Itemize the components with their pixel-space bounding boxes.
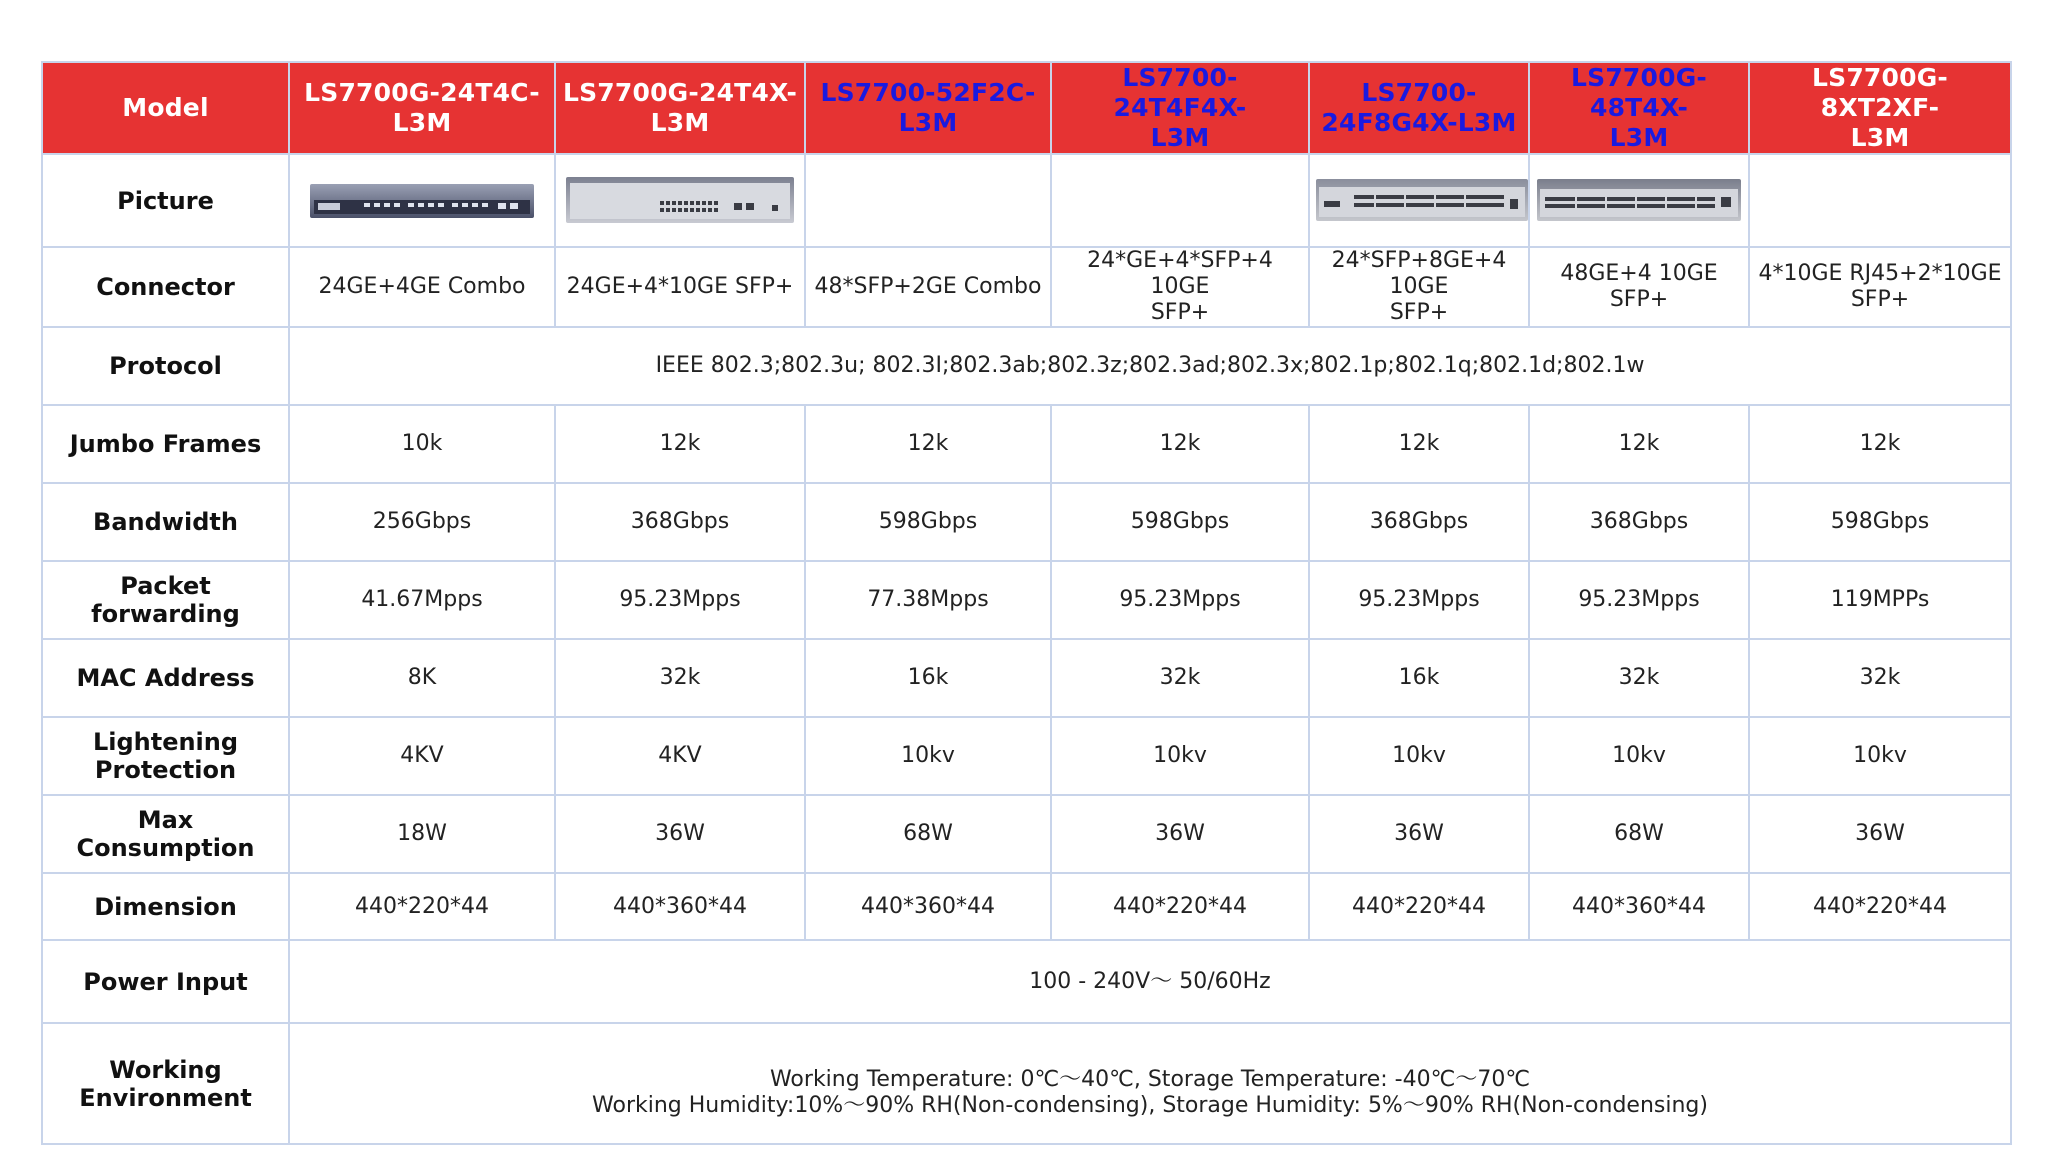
dimension-cell: 440*360*44: [805, 873, 1051, 940]
jumbo-cell: 10k: [289, 405, 555, 483]
model-header: LS7700G-48T4X- L3M: [1529, 62, 1749, 154]
lightning-cell: 10kv: [805, 717, 1051, 795]
model-header: LS7700-52F2C- L3M: [805, 62, 1051, 154]
model-header: LS7700G-24T4C- L3M: [289, 62, 555, 154]
connector-cell: 24*GE+4*SFP+4 10GE SFP+: [1051, 247, 1309, 327]
picture-cell: [289, 154, 555, 247]
picture-cell: [555, 154, 805, 247]
jumbo-cell: 12k: [1749, 405, 2011, 483]
switch-24port-icon: [308, 180, 536, 222]
packet-row: [42, 561, 2011, 639]
bandwidth-row: [42, 483, 2011, 561]
mac-cell: 16k: [1309, 639, 1529, 717]
connector-cell: 24GE+4GE Combo: [289, 247, 555, 327]
dimension-cell: 440*220*44: [289, 873, 555, 940]
model-header: LS7700G-24T4X- L3M: [555, 62, 805, 154]
row-label: Jumbo Frames: [42, 405, 289, 483]
mac-cell: 32k: [1529, 639, 1749, 717]
packet-cell: 77.38Mpps: [805, 561, 1051, 639]
consumption-row: [42, 795, 2011, 873]
jumbo-cell: 12k: [805, 405, 1051, 483]
mac-cell: 32k: [555, 639, 805, 717]
lightning-cell: 4KV: [289, 717, 555, 795]
model-header: LS7700- 24F8G4X-L3M: [1309, 62, 1529, 154]
power-value: 100 - 240V～ 50/60Hz: [289, 940, 2011, 1023]
connector-cell: 24GE+4*10GE SFP+: [555, 247, 805, 327]
header-row: [42, 62, 2011, 154]
picture-cell: [805, 154, 1051, 247]
consumption-cell: 36W: [1051, 795, 1309, 873]
power-row: [42, 940, 2011, 1023]
picture-cell: [1309, 154, 1529, 247]
packet-cell: 95.23Mpps: [1051, 561, 1309, 639]
environment-row: [42, 1023, 2011, 1144]
bandwidth-cell: 598Gbps: [1749, 483, 2011, 561]
packet-cell: 41.67Mpps: [289, 561, 555, 639]
lightning-cell: 4KV: [555, 717, 805, 795]
row-label: Dimension: [42, 873, 289, 940]
bandwidth-cell: 368Gbps: [1309, 483, 1529, 561]
bandwidth-cell: 256Gbps: [289, 483, 555, 561]
model-header: LS7700-24T4F4X- L3M: [1051, 62, 1309, 154]
mac-cell: 32k: [1749, 639, 2011, 717]
consumption-cell: 36W: [1749, 795, 2011, 873]
spec-table: [41, 61, 2012, 1145]
connector-cell: 48GE+4 10GE SFP+: [1529, 247, 1749, 327]
dimension-cell: 440*220*44: [1749, 873, 2011, 940]
connector-cell: 24*SFP+8GE+4 10GE SFP+: [1309, 247, 1529, 327]
lightning-cell: 10kv: [1529, 717, 1749, 795]
mac-cell: 32k: [1051, 639, 1309, 717]
jumbo-row: [42, 405, 2011, 483]
jumbo-cell: 12k: [1051, 405, 1309, 483]
dimension-cell: 440*360*44: [1529, 873, 1749, 940]
packet-cell: 119MPPs: [1749, 561, 2011, 639]
row-label: Connector: [42, 247, 289, 327]
bandwidth-cell: 368Gbps: [555, 483, 805, 561]
picture-cell: [1749, 154, 2011, 247]
row-label: Picture: [42, 154, 289, 247]
row-label: Lightening Protection: [42, 717, 289, 795]
lightning-cell: 10kv: [1051, 717, 1309, 795]
dimension-row: [42, 873, 2011, 940]
consumption-cell: 68W: [1529, 795, 1749, 873]
row-label: Bandwidth: [42, 483, 289, 561]
environment-value: Working Temperature: 0℃～40℃, Storage Temperature: -40℃～70℃ Working Humidity:10%～90% RH(Non-condensing), Storage Humidity: 5%～90% RH(Non-condensing): [289, 1023, 2011, 1144]
protocol-row: [42, 327, 2011, 405]
bandwidth-cell: 598Gbps: [805, 483, 1051, 561]
dimension-cell: 440*360*44: [555, 873, 805, 940]
switch-24port-icon: [564, 175, 796, 227]
consumption-cell: 18W: [289, 795, 555, 873]
row-label: MAC Address: [42, 639, 289, 717]
dimension-cell: 440*220*44: [1309, 873, 1529, 940]
jumbo-cell: 12k: [1309, 405, 1529, 483]
picture-cell: [1529, 154, 1749, 247]
mac-cell: 16k: [805, 639, 1051, 717]
consumption-cell: 36W: [1309, 795, 1529, 873]
protocol-value: IEEE 802.3;802.3u; 802.3I;802.3ab;802.3z;802.3ad;802.3x;802.1p;802.1q;802.1d;802.1w: [289, 327, 2011, 405]
lightning-cell: 10kv: [1309, 717, 1529, 795]
packet-cell: 95.23Mpps: [1309, 561, 1529, 639]
connector-cell: 48*SFP+2GE Combo: [805, 247, 1051, 327]
consumption-cell: 36W: [555, 795, 805, 873]
packet-cell: 95.23Mpps: [555, 561, 805, 639]
lightning-row: [42, 717, 2011, 795]
row-label: Power Input: [42, 940, 289, 1023]
packet-cell: 95.23Mpps: [1529, 561, 1749, 639]
connector-row: [42, 247, 2011, 327]
consumption-cell: 68W: [805, 795, 1051, 873]
picture-cell: [1051, 154, 1309, 247]
jumbo-cell: 12k: [1529, 405, 1749, 483]
row-label: Max Consumption: [42, 795, 289, 873]
dimension-cell: 440*220*44: [1051, 873, 1309, 940]
mac-row: [42, 639, 2011, 717]
connector-cell: 4*10GE RJ45+2*10GE SFP+: [1749, 247, 2011, 327]
bandwidth-cell: 368Gbps: [1529, 483, 1749, 561]
row-label: Packet forwarding: [42, 561, 289, 639]
jumbo-cell: 12k: [555, 405, 805, 483]
switch-48port-icon: [1535, 177, 1743, 225]
row-label: Protocol: [42, 327, 289, 405]
picture-row: [42, 154, 2011, 247]
row-label: Working Environment: [42, 1023, 289, 1144]
model-header: LS7700G-8XT2XF- L3M: [1749, 62, 2011, 154]
switch-48port-icon: [1314, 177, 1530, 225]
bandwidth-cell: 598Gbps: [1051, 483, 1309, 561]
lightning-cell: 10kv: [1749, 717, 2011, 795]
model-label: Model: [42, 62, 289, 154]
mac-cell: 8K: [289, 639, 555, 717]
